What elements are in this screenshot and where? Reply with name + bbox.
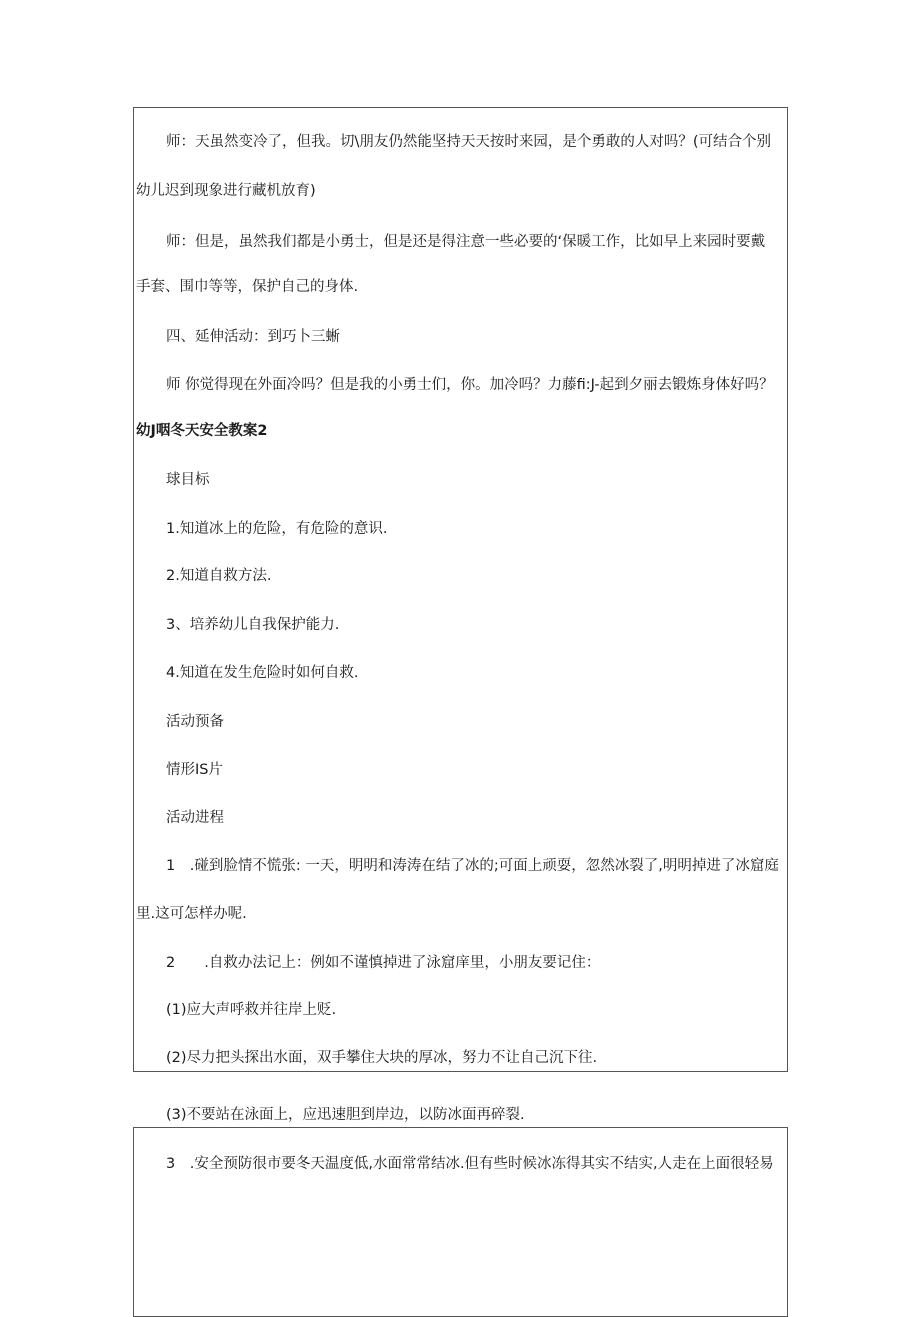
section-heading: 活动进程 <box>166 810 224 826</box>
list-item: 2.知道自救方法. <box>166 568 272 584</box>
list-item: 4.知道在发生危险时如何自救. <box>166 665 359 681</box>
paragraph-line: 师 你觉得现在外面冷吗？但是我的小勇士们，你。加冷吗？力藤fi:J-起到夕丽去锻炼身体好吗？ <box>166 377 774 393</box>
paragraph-line: 师：但是，虽然我们都是小勇士，但是还是得注意一些必要的‘保暖工作，比如早上来园时要戴 <box>166 234 766 250</box>
paragraph-line: 1 .碰到脸情不慌张: 一天，明明和涛涛在结了冰的;可面上顽耍，忽然冰裂了,明明掉进了冰窟庭 <box>166 858 779 874</box>
paragraph-line: 情形IS片 <box>166 762 223 778</box>
section-heading: 球目标 <box>166 472 210 488</box>
paragraph-line: 手套、围巾等等，保护自己的身体. <box>136 279 359 295</box>
list-item: (2)尽力把头探出水面，双手攀住大块的厚冰，努力不让自己沉下往. <box>166 1050 598 1066</box>
document-title: 幼J咽冬天安全教案2 <box>136 423 268 439</box>
paragraph-line: 3 .安全预防很市要冬天温度低,水面常常结冰.但有些时候冰冻得其实不结实,人走在上面很轻易 <box>166 1156 774 1172</box>
list-item: (3)不要站在泳面上，应迅速胆到岸边，以防冰面再碎裂. <box>166 1107 525 1123</box>
list-item: 3、培养幼儿自我保护能力. <box>166 617 340 633</box>
paragraph-line: 幼儿迟到现象进行藏机放育) <box>136 183 316 199</box>
section-heading: 活动预备 <box>166 714 224 730</box>
paragraph-line: 师：天虽然变冷了，但我。切\朋友仍然能坚持天天按时来园，是个勇敢的人对吗？(可结合个别 <box>166 134 772 150</box>
paragraph-line: 里.这可怎样办呢. <box>136 906 247 922</box>
section-heading: 四、延伸活动：到巧卜三蜥 <box>166 329 340 345</box>
list-item: 1.知道冰上的危险，有危险的意识. <box>166 521 388 537</box>
paragraph-line: 2 .自救办法记上：例如不谨慎掉进了泳窟庠里，小朋友要记住： <box>166 955 601 971</box>
list-item: (1)应大声呼救并往岸上贬. <box>166 1002 337 1018</box>
